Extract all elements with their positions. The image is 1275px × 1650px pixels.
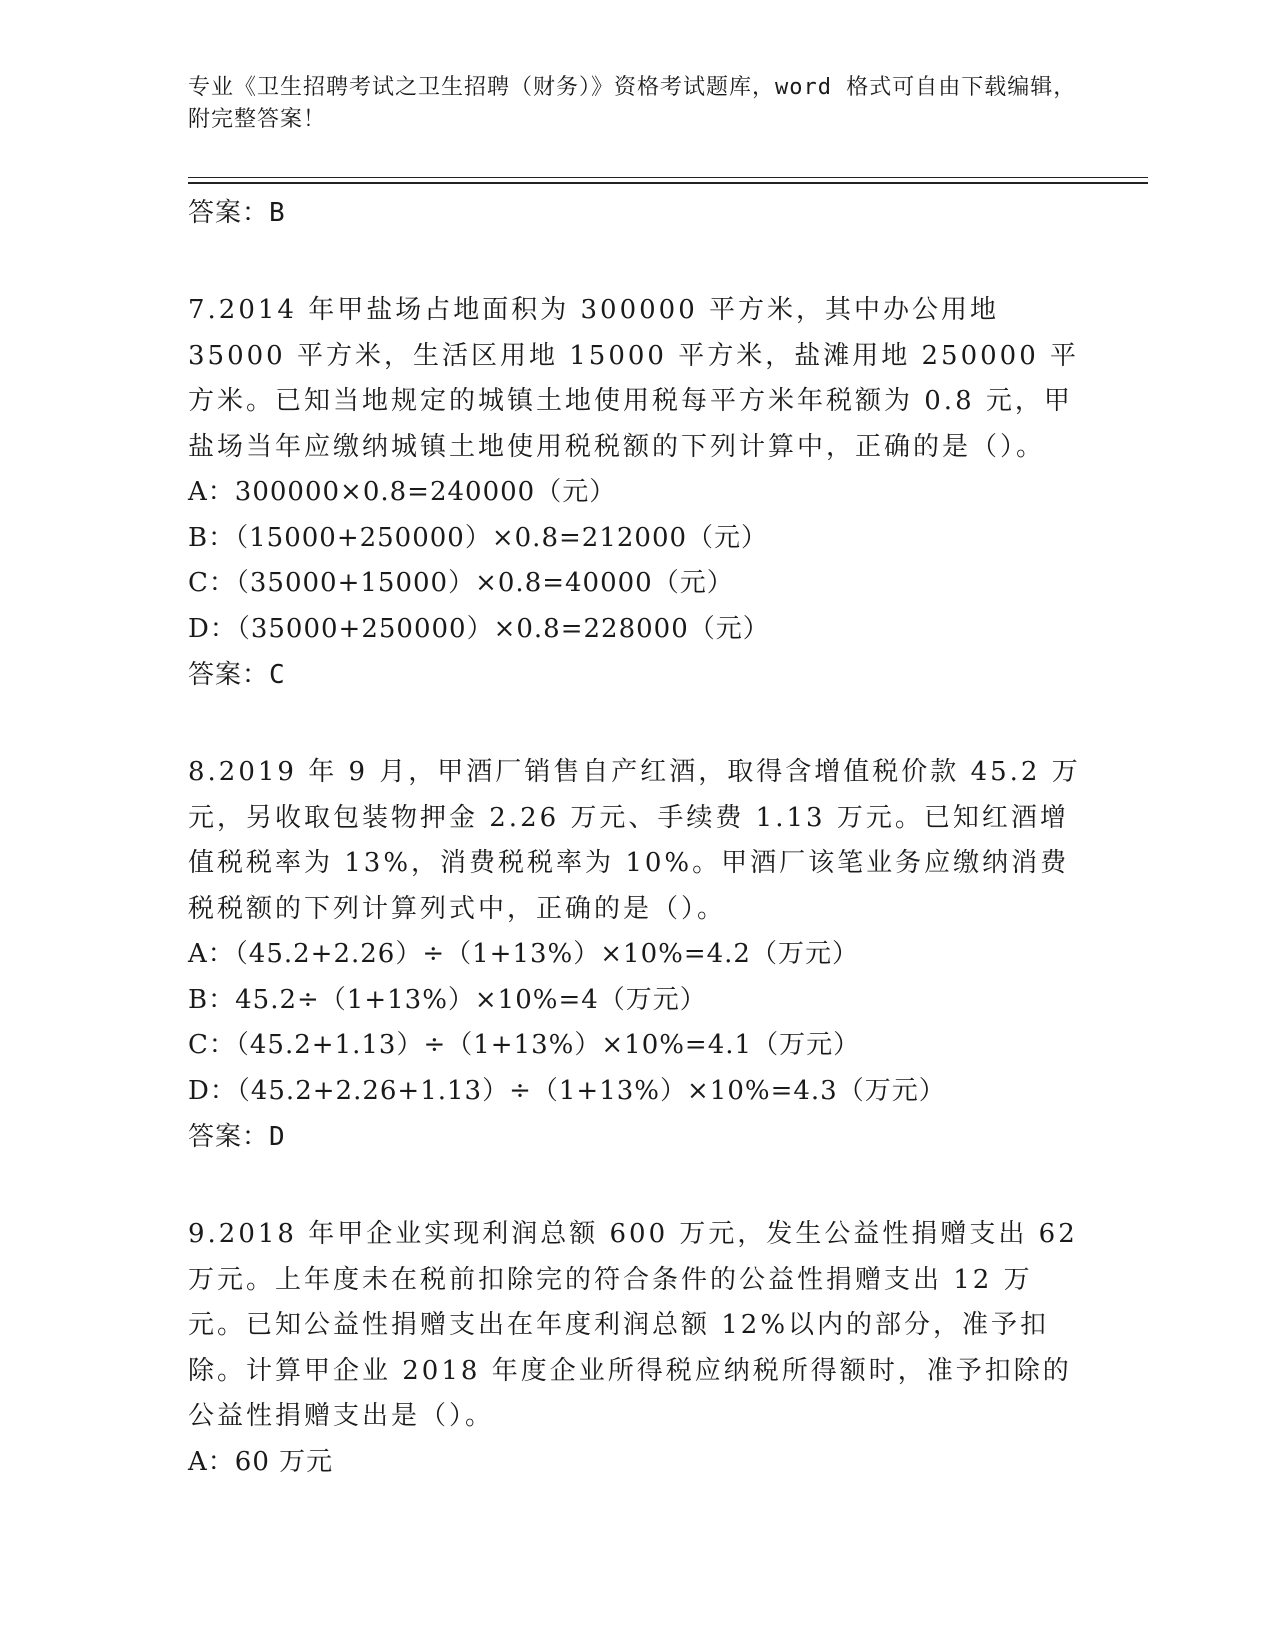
- question-stem: 7.2014 年甲盐场占地面积为 300000 平方米，其中办公用地 35000 平方米，生活区用地 15000 平方米，盐滩用地 250000 平方米。已知当地规定的城镇土地使用税每平方米年税额为 0.8 元，甲盐场当年应缴纳城镇土地使用税税额的下列计算中，正确的是（）。: [188, 295, 1079, 462]
- question-7: [188, 288, 1088, 698]
- option-a: A：300000×0.8=240000（元）: [188, 477, 617, 507]
- answer-line: 答案：D: [188, 1122, 286, 1152]
- question-9: [188, 1212, 1088, 1485]
- option-a: A：（45.2+2.26）÷（1+13%）×10%=4.2（万元）: [188, 939, 859, 969]
- header-divider-thin: [188, 177, 1148, 178]
- option-a: A：60 万元: [188, 1446, 334, 1477]
- document-body: [188, 190, 1088, 1485]
- option-b: B：（15000+250000）×0.8=212000（元）: [188, 522, 769, 553]
- answer-line: 答案：C: [188, 660, 286, 690]
- document-header: 专业《卫生招聘考试之卫生招聘（财务）》资格考试题库，word 格式可自由下载编辑，附完整答案！: [188, 75, 1077, 132]
- question-8: [188, 750, 1088, 1160]
- option-c: C：（45.2+1.13）÷（1+13%）×10%=4.1（万元）: [188, 1030, 861, 1060]
- option-d: D：（45.2+2.26+1.13）÷（1+13%）×10%=4.3（万元）: [188, 1075, 946, 1106]
- option-c: C：（35000+15000）×0.8=40000（元）: [188, 568, 734, 598]
- question-stem: 8.2019 年 9 月，甲酒厂销售自产红酒，取得含增值税价款 45.2 万元，另收取包装物押金 2.26 万元、手续费 1.13 万元。已知红酒增值税税率为 13%，消费税税率为 10%。甲酒厂该笔业务应缴纳消费税税额的下列计算列式中，正确的是（）。: [188, 757, 1081, 924]
- option-b: B：45.2÷（1+13%）×10%=4（万元）: [188, 984, 707, 1015]
- header-divider-thick: [188, 182, 1148, 184]
- question-stem: 9.2018 年甲企业实现利润总额 600 万元，发生公益性捐赠支出 62 万元。上年度未在税前扣除完的符合条件的公益性捐赠支出 12 万元。已知公益性捐赠支出在年度利润总额 12%以内的部分，准予扣除。计算甲企业 2018 年度企业所得税应纳税所得额时，准予扣除的公益性捐赠支出是（）。: [188, 1219, 1078, 1431]
- answer-line: 答案：B: [188, 198, 286, 228]
- option-d: D：（35000+250000）×0.8=228000（元）: [188, 613, 770, 644]
